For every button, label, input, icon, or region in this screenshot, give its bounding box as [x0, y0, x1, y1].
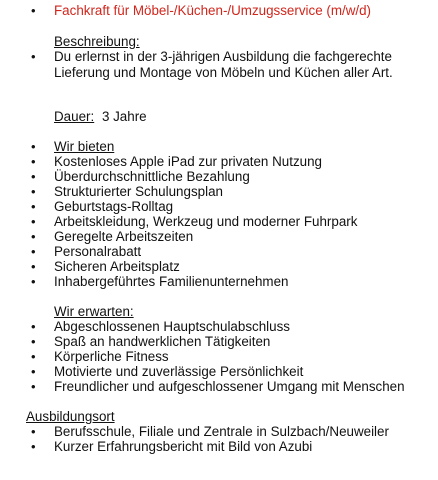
description-label-row	[0, 34, 438, 50]
bullet: •	[31, 229, 36, 244]
offer-item: Kostenloses Apple iPad zur privaten Nutzung	[54, 154, 322, 169]
bullet: •	[31, 364, 36, 379]
list-item	[0, 169, 438, 185]
bullet: •	[31, 154, 36, 169]
location-label-row	[0, 409, 438, 425]
location-label: Ausbildungsort	[26, 409, 115, 424]
offer-item: Inhabergeführtes Familienunternehmen	[54, 274, 289, 289]
job-title: Fachkraft für Möbel-/Küchen-/Umzugsservice (m/w/d)	[54, 3, 372, 18]
description-line-1: Du erlernst in der 3-jährigen Ausbildung die fachgerechte	[54, 49, 392, 64]
offer-item: Überdurchschnittliche Bezahlung	[54, 169, 250, 184]
offer-item: Sicheren Arbeitsplatz	[54, 259, 180, 274]
bullet: •	[31, 439, 36, 454]
description-label: Beschreibung:	[54, 34, 140, 49]
list-item	[0, 274, 438, 290]
expectation-item: Körperliche Fitness	[54, 349, 169, 364]
expectation-item: Freundlicher und aufgeschlossener Umgang mit Menschen	[54, 379, 405, 394]
list-item	[0, 364, 438, 380]
duration-value: 3 Jahre	[101, 109, 147, 124]
description-row-2	[0, 65, 438, 81]
list-item	[0, 199, 438, 215]
offer-item: Geregelte Arbeitszeiten	[54, 229, 194, 244]
list-item	[0, 244, 438, 260]
description-row	[0, 49, 438, 65]
list-item	[0, 379, 438, 395]
list-item	[0, 214, 438, 230]
list-item	[0, 334, 438, 350]
list-item	[0, 424, 438, 440]
expectation-item: Spaß an handwerklichen Tätigkeiten	[54, 334, 271, 349]
bullet: •	[31, 379, 36, 394]
expectation-item: Motivierte und zuverlässige Persönlichkeit	[54, 364, 304, 379]
bullet: •	[31, 169, 36, 184]
bullet: •	[31, 274, 36, 289]
list-item	[0, 259, 438, 275]
bullet: •	[31, 214, 36, 229]
expectations-label-row	[0, 304, 438, 320]
description-line-2: Lieferung und Montage von Möbeln und Küchen aller Art.	[54, 65, 393, 80]
offers-label-row	[0, 139, 438, 155]
duration-label: Dauer:	[54, 109, 95, 124]
bullet: •	[31, 244, 36, 259]
expectation-item: Abgeschlossenen Hauptschulabschluss	[54, 319, 290, 334]
job-title-row	[0, 3, 438, 19]
list-item	[0, 229, 438, 245]
list-item	[0, 154, 438, 170]
bullet: •	[31, 184, 36, 199]
bullet: •	[31, 424, 36, 439]
duration	[54, 109, 147, 125]
bullet: •	[31, 319, 36, 334]
list-item	[0, 184, 438, 200]
offer-item: Strukturierter Schulungsplan	[54, 184, 223, 199]
bullet: •	[31, 139, 36, 154]
list-item	[0, 319, 438, 335]
offers-label: Wir bieten	[54, 139, 115, 154]
offer-item: Arbeitskleidung, Werkzeug und moderner Fuhrpark	[54, 214, 358, 229]
list-item	[0, 349, 438, 365]
offer-item: Geburtstags-Rolltag	[54, 199, 174, 214]
list-item	[0, 439, 438, 455]
duration-row	[0, 109, 438, 125]
location-item: Berufsschule, Filiale und Zentrale in Sulzbach/Neuweiler	[54, 424, 389, 439]
bullet: •	[31, 199, 36, 214]
bullet: •	[31, 259, 36, 274]
expectations-label: Wir erwarten:	[54, 304, 134, 319]
bullet: •	[31, 334, 36, 349]
bullet: •	[31, 349, 36, 364]
bullet: •	[31, 3, 36, 18]
bullet: •	[31, 49, 36, 64]
offer-item: Personalrabatt	[54, 244, 142, 259]
location-item: Kurzer Erfahrungsbericht mit Bild von Azubi	[54, 439, 313, 454]
